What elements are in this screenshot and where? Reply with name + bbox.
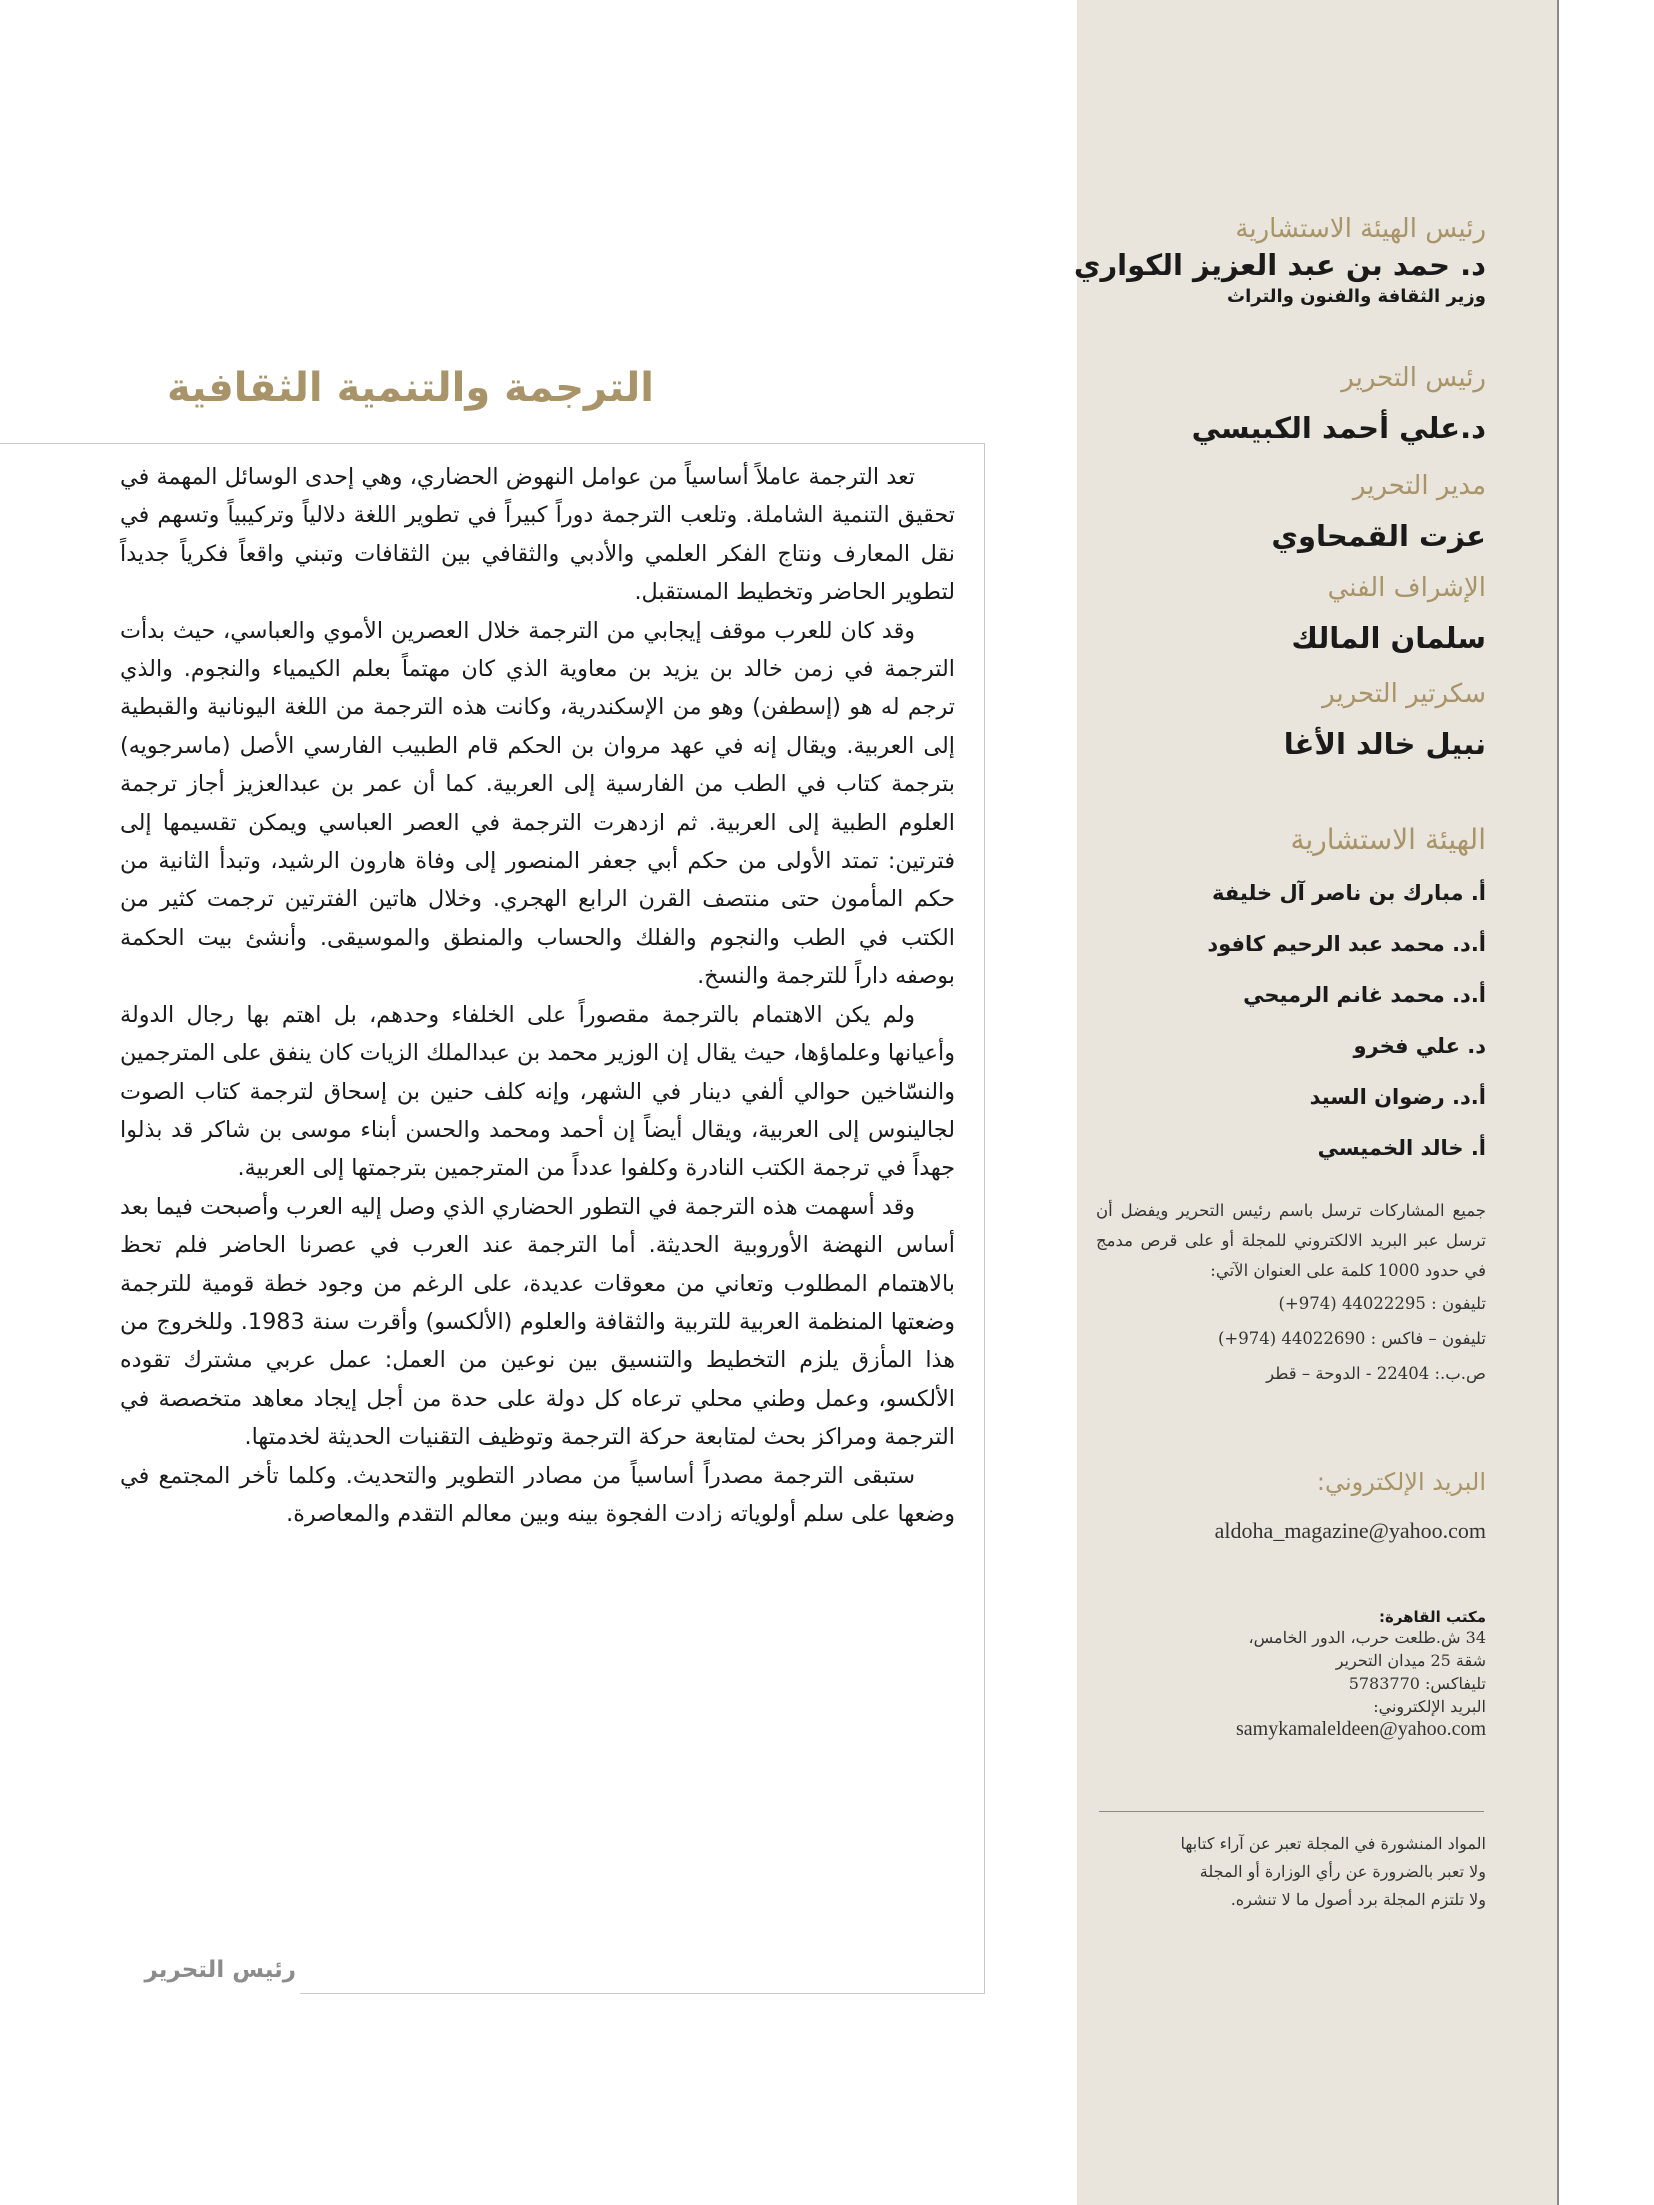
- cairo-email-label: البريد الإلكتروني:: [1373, 1697, 1486, 1716]
- email-heading: البريد الإلكتروني:: [1316, 1468, 1486, 1496]
- disclaimer-line-3: ولا تلتزم المجلة برد أصول ما لا تنشره.: [1230, 1890, 1486, 1909]
- editor-in-chief-block: [1192, 362, 1486, 447]
- disclaimer-line-1: المواد المنشورة في المجلة تعبر عن آراء كتابها: [1180, 1834, 1486, 1853]
- contact-note: جميع المشاركات ترسل باسم رئيس التحرير ويفضل أن ترسل عبر البريد الالكتروني للمجلة أو على قرص مدمج في حدود 1000 كلمة على العنوان الآتي:: [1096, 1201, 1486, 1280]
- editorial-body: [120, 458, 955, 1533]
- editorial-title: الترجمة والتنمية الثقافية: [167, 365, 654, 411]
- cairo-email-link[interactable]: samykamaleldeen@yahoo.com: [1236, 1718, 1486, 1740]
- editorial-paragraph: وقد كان للعرب موقف إيجابي من الترجمة خلال العصرين الأموي والعباسي، حيث بدأت الترجمة في زمن خالد بن يزيد بن معاوية الذي كان مهتماً بعلم الكيمياء والنجوم. والذي ترجم له هو (إسطفن) وهو من الإسكندرية، وكانت هذه الترجمة من اللغة اليونانية والقبطية إلى العربية. ويقال إنه في عهد مروان بن الحكم قام الطبيب الفارسي الأصل (ماسرجويه) بترجمة كتاب في الطب من الفارسية إلى العربية. كما أن عمر بن عبدالعزيز أجاز ترجمة العلوم الطبية إلى العربية. ثم ازدهرت الترجمة في العصر العباسي ويمكن تقسيمها إلى فترتين: تمتد الأولى من حكم أبي جعفر المنصور إلى وفاة هارون الرشيد، وتبدأ الثانية من حكم المأمون حتى منتصف القرن الرابع الهجري. وخلال هاتين الفترتين ترجمت كثير من الكتب في الطب والنجوم والفلك والحساب والمنطق والموسيقى. وأنشئ بيت الحكمة بوصفه داراً للترجمة والنسخ.: [120, 617, 955, 990]
- advisory-chair-role: رئيس الهيئة الاستشارية: [1235, 214, 1486, 244]
- sidebar-edge-rule: [1557, 0, 1559, 2205]
- secretary-role: سكرتير التحرير: [1322, 679, 1486, 709]
- editorial-paragraph: ولم يكن الاهتمام بالترجمة مقصوراً على الخلفاء وحدهم، بل اهتم بها رجال الدولة وأعيانها وعلماؤها، حيث يقال إن الوزير محمد بن عبدالملك الزيات كان ينفق على المترجمين والنسّاخين حوالي ألفي دينار في الشهر، وإنه كلف حنين بن إسحاق لترجمة كتاب الصوت لجالينوس إلى العربية، ويقال أيضاً إن أحمد ومحمد والحسن أبناء موسى بن شاكر قد بذلوا جهداً في ترجمة الكتب النادرة وكلفوا عدداً من المترجمين بترجمتها إلى العربية.: [120, 1001, 955, 1182]
- secretary-name: نبيل خالد الأغا: [1283, 726, 1486, 761]
- secretary-block: [1284, 678, 1486, 763]
- board-member: أ.د. محمد عبد الرحيم كافود: [1207, 932, 1486, 956]
- cairo-address-line-1: 34 ش.طلعت حرب، الدور الخامس،: [1248, 1628, 1486, 1647]
- advisory-chair-block: [1074, 213, 1486, 307]
- editor-in-chief-name: د.علي أحمد الكبيسي: [1191, 410, 1486, 445]
- cairo-address-line-2: شقة 25 ميدان التحرير: [1335, 1651, 1486, 1670]
- frame-top-rule: [0, 443, 985, 444]
- managing-editor-block: [1271, 470, 1486, 555]
- editor-in-chief-role: رئيس التحرير: [1341, 363, 1486, 393]
- advisory-board-list: [1207, 868, 1486, 1174]
- editorial-signature: رئيس التحرير: [144, 1957, 296, 1983]
- editorial-paragraph: ستبقى الترجمة مصدراً أساسياً من مصادر التطوير والتحديث. وكلما تأخر المجتمع في وضعها على سلم أولوياته زادت الفجوة بينه وبين معالم التقدم والمعاصرة.: [120, 1462, 955, 1527]
- art-director-name: سلمان المالك: [1291, 620, 1486, 655]
- managing-editor-role: مدير التحرير: [1352, 471, 1486, 501]
- magazine-email-link[interactable]: aldoha_magazine@yahoo.com: [1214, 1518, 1486, 1543]
- cairo-office-block: [1236, 1608, 1486, 1741]
- contact-phone: تليفون : 44022295 (974+): [1278, 1294, 1486, 1313]
- board-member: د. علي فخرو: [1353, 1034, 1486, 1058]
- art-director-role: الإشراف الفني: [1327, 573, 1486, 603]
- disclaimer-block: [1180, 1830, 1486, 1914]
- contact-fax: تليفون – فاكس : 44022690 (974+): [1217, 1329, 1486, 1348]
- cairo-fax: تليفاكس: 5783770: [1348, 1674, 1486, 1693]
- advisory-board-heading: [1290, 823, 1486, 856]
- disclaimer-line-2: ولا تعبر بالضرورة عن رأي الوزارة أو المجلة: [1199, 1862, 1486, 1881]
- advisory-chair-name: د. حمد بن عبد العزيز الكواري: [1073, 247, 1486, 282]
- editorial-paragraph: وقد أسهمت هذه الترجمة في التطور الحضاري الذي وصل إليه العرب وأصبحت فيما بعد أساس النهضة الأوروبية الحديثة. أما الترجمة عند العرب في عصرنا الحاضر فلم تحظ بالاهتمام المطلوب وتعاني من معوقات عديدة، على الرغم من وجود خطة قومية للترجمة وضعتها المنظمة العربية للتربية والثقافة والعلوم (الألكسو) وأقرت سنة 1983. وللخروج من هذا المأزق يلزم التخطيط والتنسيق بين نوعين من العمل: عمل عربي مشترك تقوده الألكسو، وعمل وطني محلي ترعاه كل دولة على حدة من أجل إيجاد معاهد متخصصة في الترجمة ومراكز بحث لمتابعة حركة الترجمة وتوظيف التقنيات الحديثة لخدمتها.: [120, 1193, 955, 1451]
- managing-editor-name: عزت القمحاوي: [1271, 518, 1486, 553]
- cairo-office-heading: مكتب القاهرة:: [1378, 1608, 1486, 1626]
- editorial-paragraph: تعد الترجمة عاملاً أساسياً من عوامل النهوض الحضاري، وهي إحدى الوسائل المهمة في تحقيق التنمية الشاملة. وتلعب الترجمة دوراً كبيراً في تطوير اللغة دلالياً وتركيبياً وتسهم في نقل المعارف ونتاج الفكر العلمي والأدبي والثقافي بين الثقافات وتبني واقعاً فكرياً جديداً لتطوير الحاضر وتخطيط المستقبل.: [120, 464, 955, 606]
- frame-side-rule: [984, 443, 985, 1993]
- frame-bottom-rule: [300, 1993, 985, 1994]
- board-member: أ. خالد الخميسي: [1317, 1136, 1486, 1160]
- contact-block: [1096, 1196, 1486, 1391]
- board-member: أ. مبارك بن ناصر آل خليفة: [1212, 881, 1486, 905]
- advisory-board-title: الهيئة الاستشارية: [1290, 823, 1486, 856]
- sidebar-divider: [1099, 1811, 1484, 1812]
- contact-po-box: ص.ب.: 22404 - الدوحة – قطر: [1266, 1364, 1486, 1383]
- board-member: أ.د. محمد غانم الرميحي: [1243, 983, 1486, 1007]
- advisory-chair-title: وزير الثقافة والفنون والتراث: [1227, 286, 1486, 308]
- art-director-block: [1291, 572, 1486, 657]
- board-member: أ.د. رضوان السيد: [1309, 1085, 1486, 1109]
- email-block: [1215, 1468, 1486, 1544]
